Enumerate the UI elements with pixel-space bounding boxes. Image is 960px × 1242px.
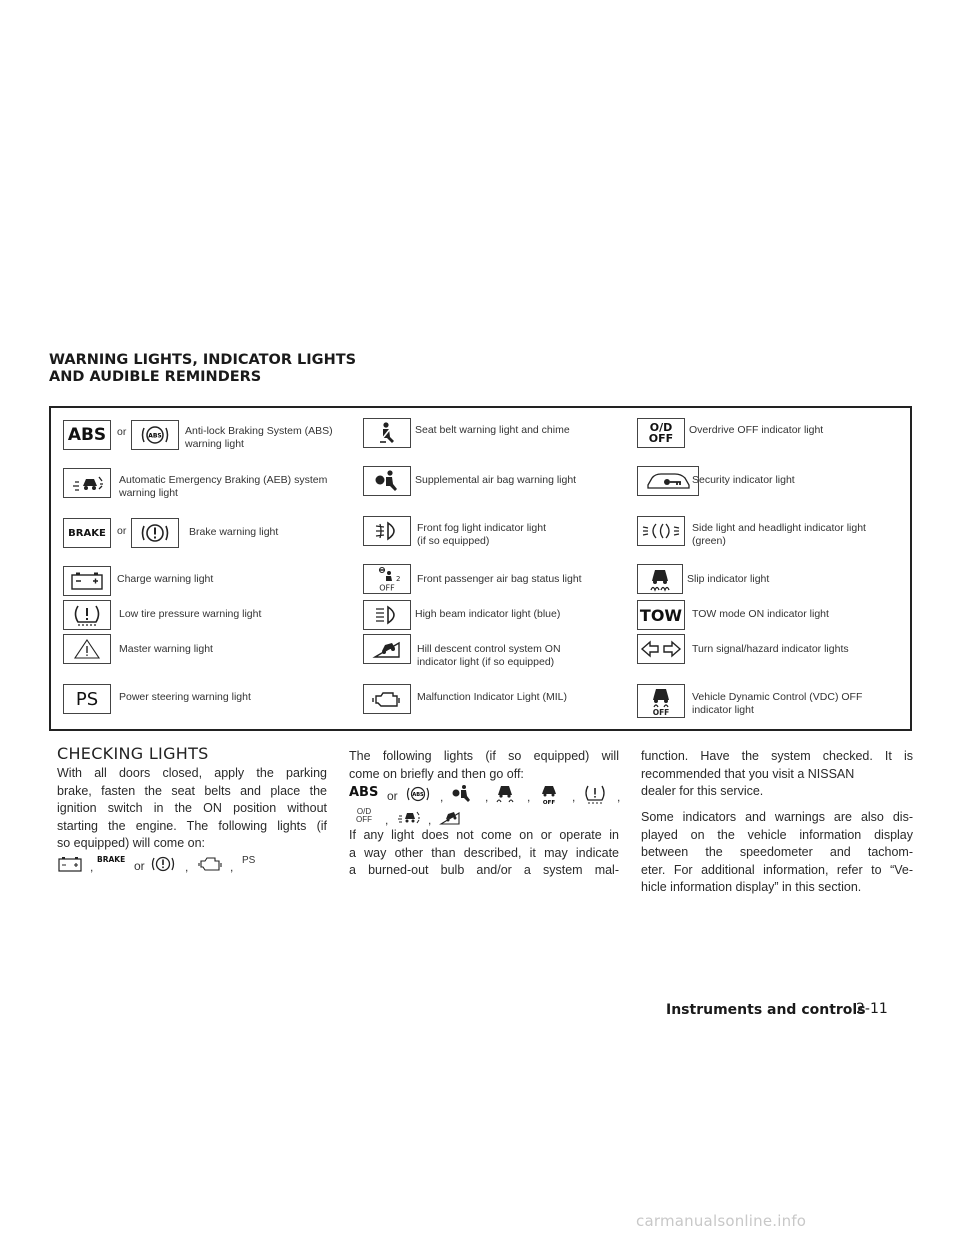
- comma: ,: [230, 860, 234, 874]
- tow-label: TOW mode ON indicator light: [692, 608, 829, 620]
- tire-pressure-icon: [581, 784, 609, 804]
- or-text: or: [387, 789, 398, 803]
- svg-text:2: 2: [396, 575, 401, 583]
- side-light-label-1: Side light and headlight indicator light: [692, 522, 866, 534]
- svg-text:ABS: ABS: [148, 432, 162, 440]
- seat-belt-label: Seat belt warning light and chime: [415, 424, 570, 436]
- svg-text:ABS: ABS: [412, 792, 424, 798]
- warning-lights-table: [49, 406, 912, 731]
- vdc-off-icon: [637, 684, 685, 718]
- checking-col2-paragraph-top: [349, 748, 619, 783]
- col1-line: starting the engine. The following lights (if: [57, 818, 327, 833]
- master-label: Master warning light: [119, 643, 213, 655]
- col2-line: a burned-out bulb and/or a system mal-: [349, 863, 619, 878]
- brake-circle-icon: [131, 518, 179, 548]
- ps-label: Power steering warning light: [119, 691, 251, 703]
- abs-circle-icon: [404, 784, 432, 804]
- col3-line: played on the vehicle information display: [641, 827, 913, 842]
- turn-signal-label: Turn signal/hazard indicator lights: [692, 643, 849, 655]
- or-text: or: [117, 426, 127, 438]
- comma: ,: [617, 790, 621, 804]
- aeb-car-icon: [396, 808, 422, 826]
- section-heading-line1: WARNING LIGHTS, INDICATOR LIGHTS: [49, 352, 357, 368]
- abs-label-1: Anti-lock Braking System (ABS): [185, 425, 333, 437]
- col1-line: so equipped) will come on:: [57, 836, 205, 851]
- brake-text-icon: BRAKE: [63, 518, 111, 548]
- vdc-off-icon: [538, 784, 560, 806]
- side-light-icon: [637, 516, 685, 546]
- aeb-car-icon: [63, 468, 111, 498]
- charge-label: Charge warning light: [117, 573, 214, 585]
- footer-section-name: Instruments and controls: [666, 1002, 866, 1018]
- checking-col3-paragraph-b: [641, 809, 913, 897]
- tire-label: Low tire pressure warning light: [119, 608, 262, 620]
- high-beam-label: High beam indicator light (blue): [415, 608, 561, 620]
- aeb-label-1: Automatic Emergency Braking (AEB) system: [119, 474, 328, 486]
- slip-label: Slip indicator light: [687, 573, 770, 585]
- col1-line: With all doors closed, apply the parking: [57, 766, 327, 780]
- comma: ,: [428, 813, 432, 827]
- tow-icon: TOW: [637, 600, 685, 630]
- mil-label: Malfunction Indicator Light (MIL): [417, 691, 567, 703]
- col1-line: ignition switch in the ON position without: [57, 801, 327, 816]
- warning-triangle-icon: [63, 634, 111, 664]
- air-bag-icon: [450, 784, 472, 804]
- comma: ,: [485, 790, 489, 804]
- col3-line: eter. For additional information, refer to “Ve-: [641, 862, 913, 877]
- battery-icon: [57, 854, 83, 874]
- security-label: Security indicator light: [692, 474, 795, 486]
- engine-icon: [363, 684, 411, 714]
- ps-icon: PS: [63, 684, 111, 714]
- hill-descent-icon: [438, 808, 462, 826]
- overdrive-off-icon: O/D OFF: [356, 807, 372, 824]
- col2-line: come on briefly and then go off:: [349, 766, 524, 781]
- ps-text-icon: PS: [242, 855, 256, 866]
- or-text: or: [134, 859, 145, 873]
- col2-line: The following lights (if so equipped) will: [349, 749, 619, 763]
- slip-car-icon: [637, 564, 683, 594]
- col3-line: hicle information display” in this section.: [641, 880, 862, 895]
- aeb-label-2: warning light: [119, 487, 178, 499]
- col3-line: between the speedometer and tachom-: [641, 845, 913, 860]
- air-bag-icon: [363, 466, 411, 496]
- abs-text-icon: ABS: [349, 785, 379, 800]
- checking-col3-paragraph-a: [641, 748, 913, 801]
- comma: ,: [385, 813, 389, 827]
- col1-line: brake, fasten the seat belts and place the: [57, 783, 327, 798]
- abs-circle-icon: [131, 420, 179, 450]
- overdrive-off-icon: O/D OFF: [637, 418, 685, 448]
- overdrive-label: Overdrive OFF indicator light: [689, 424, 824, 436]
- air-bag-label: Supplemental air bag warning light: [415, 474, 577, 486]
- comma: ,: [527, 790, 531, 804]
- col2-line: If any light does not come on or operate in: [349, 828, 619, 842]
- vdc-label-2: indicator light: [692, 704, 754, 716]
- abs-label-2: warning light: [185, 438, 244, 450]
- abs-icon: ABS: [63, 420, 111, 450]
- comma: ,: [90, 860, 94, 874]
- brake-text-icon: BRAKE: [97, 855, 126, 864]
- checking-lights-title: CHECKING LIGHTS: [57, 744, 209, 763]
- car-key-icon: [637, 466, 699, 496]
- engine-icon: [197, 854, 225, 874]
- high-beam-icon: [363, 600, 411, 630]
- slip-car-icon: [494, 784, 516, 804]
- col3-line: Some indicators and warnings are also dis-: [641, 810, 913, 824]
- front-fog-label-2: (if so equipped): [417, 535, 490, 547]
- brake-label: Brake warning light: [189, 526, 279, 538]
- front-fog-icon: [363, 516, 411, 546]
- brake-circle-icon: [149, 854, 177, 874]
- checking-col1-paragraph: [57, 765, 327, 853]
- col2-icon-row-1: [349, 784, 624, 806]
- hill-descent-icon: [363, 634, 411, 664]
- section-heading-line2: AND AUDIBLE REMINDERS: [49, 369, 262, 385]
- side-light-label-2: (green): [692, 535, 726, 547]
- vdc-off-text: OFF: [542, 800, 556, 806]
- comma: ,: [185, 860, 189, 874]
- col3-line: dealer for this service.: [641, 784, 764, 799]
- tire-pressure-icon: [63, 600, 111, 630]
- footer-page-number: 2-11: [856, 1001, 888, 1017]
- vdc-label-1: Vehicle Dynamic Control (VDC) OFF: [692, 691, 863, 703]
- vdc-off-text: OFF: [652, 708, 670, 716]
- section-heading: [49, 352, 449, 386]
- col3-line: function. Have the system checked. It is: [641, 749, 913, 763]
- battery-icon: [63, 566, 111, 596]
- passenger-air-bag-off-icon: [363, 564, 411, 594]
- seat-belt-icon: [363, 418, 411, 448]
- col1-icon-row: [57, 854, 327, 878]
- comma: ,: [440, 790, 444, 804]
- turn-arrows-icon: [637, 634, 685, 664]
- col2-line: a way other than described, it may indicate: [349, 845, 619, 860]
- checking-col2-paragraph-bottom: [349, 827, 619, 880]
- comma: ,: [572, 790, 576, 804]
- col3-line: recommended that you visit a NISSAN: [641, 766, 855, 781]
- front-fog-label-1: Front fog light indicator light: [417, 522, 546, 534]
- passenger-air-bag-label: Front passenger air bag status light: [417, 573, 582, 585]
- passenger-air-bag-off-text: OFF: [379, 583, 395, 592]
- or-text: or: [117, 525, 127, 537]
- hill-descent-label-1: Hill descent control system ON: [417, 643, 561, 655]
- watermark: carmanualsonline.info: [636, 1212, 807, 1230]
- hill-descent-label-2: indicator light (if so equipped): [417, 656, 555, 668]
